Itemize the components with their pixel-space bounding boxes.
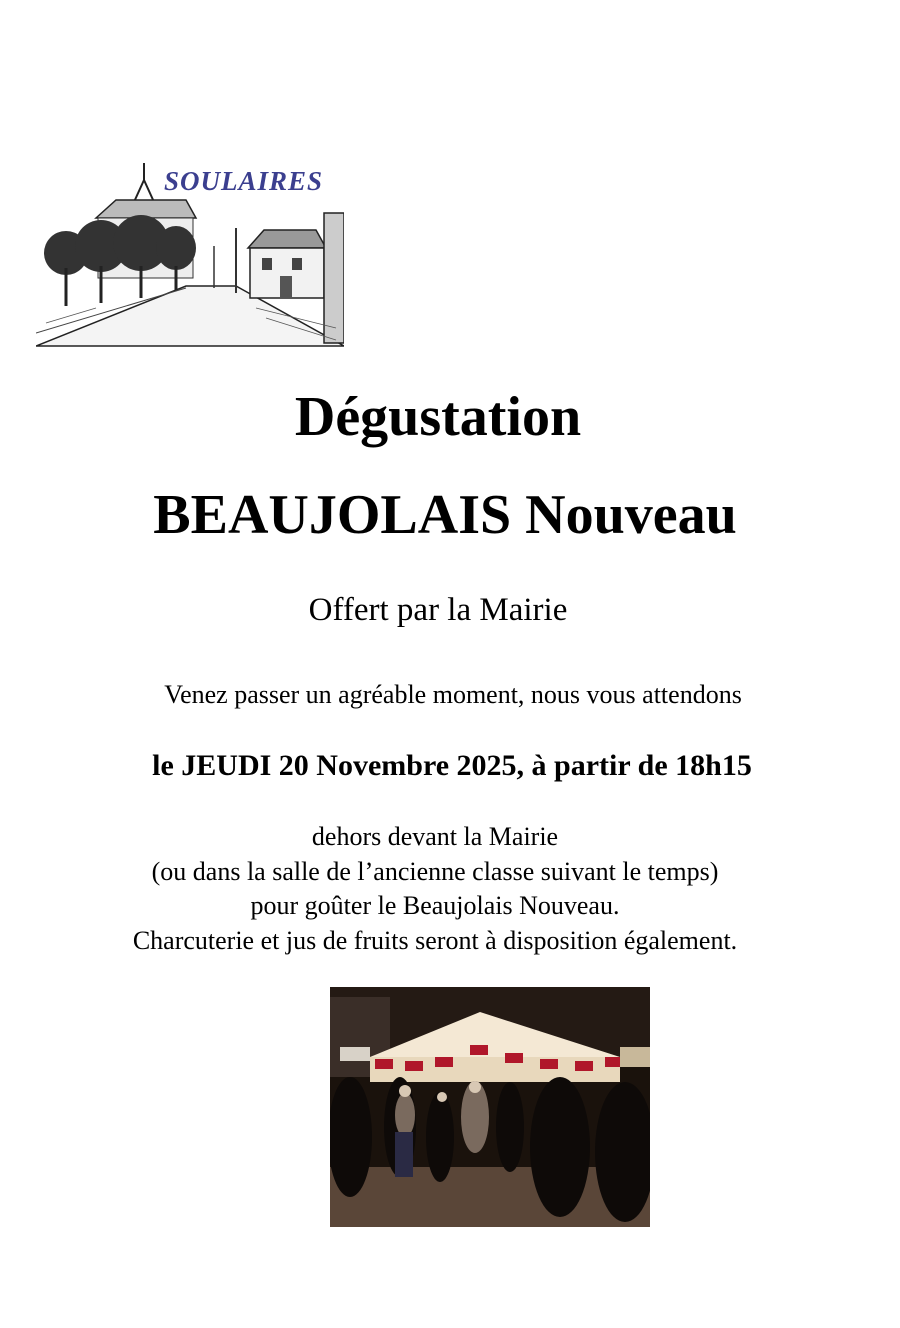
details-line: Charcuterie et jus de fruits seront à disposition également. [132, 925, 738, 955]
offered-by-text: Offert par la Mairie [308, 592, 568, 628]
village-logo [36, 158, 344, 348]
page-title: Dégustation [294, 386, 582, 448]
event-photo [330, 987, 650, 1227]
invitation-text: Venez passer un agréable moment, nous vous attendons [164, 680, 742, 709]
details-line: dehors devant la Mairie [311, 822, 559, 851]
logo-village-name: SOULAIRES [164, 166, 324, 196]
page-subtitle: BEAUJOLAIS Nouveau [153, 484, 737, 546]
event-date-time: le JEUDI 20 Novembre 2025, à partir de 18h15 [152, 749, 752, 782]
event-details [0, 820, 885, 958]
details-line: (ou dans la salle de l’ancienne classe suivant le temps) [151, 856, 719, 886]
details-line: pour goûter le Beaujolais Nouveau. [250, 891, 620, 920]
night-crowd-image [330, 987, 650, 1227]
